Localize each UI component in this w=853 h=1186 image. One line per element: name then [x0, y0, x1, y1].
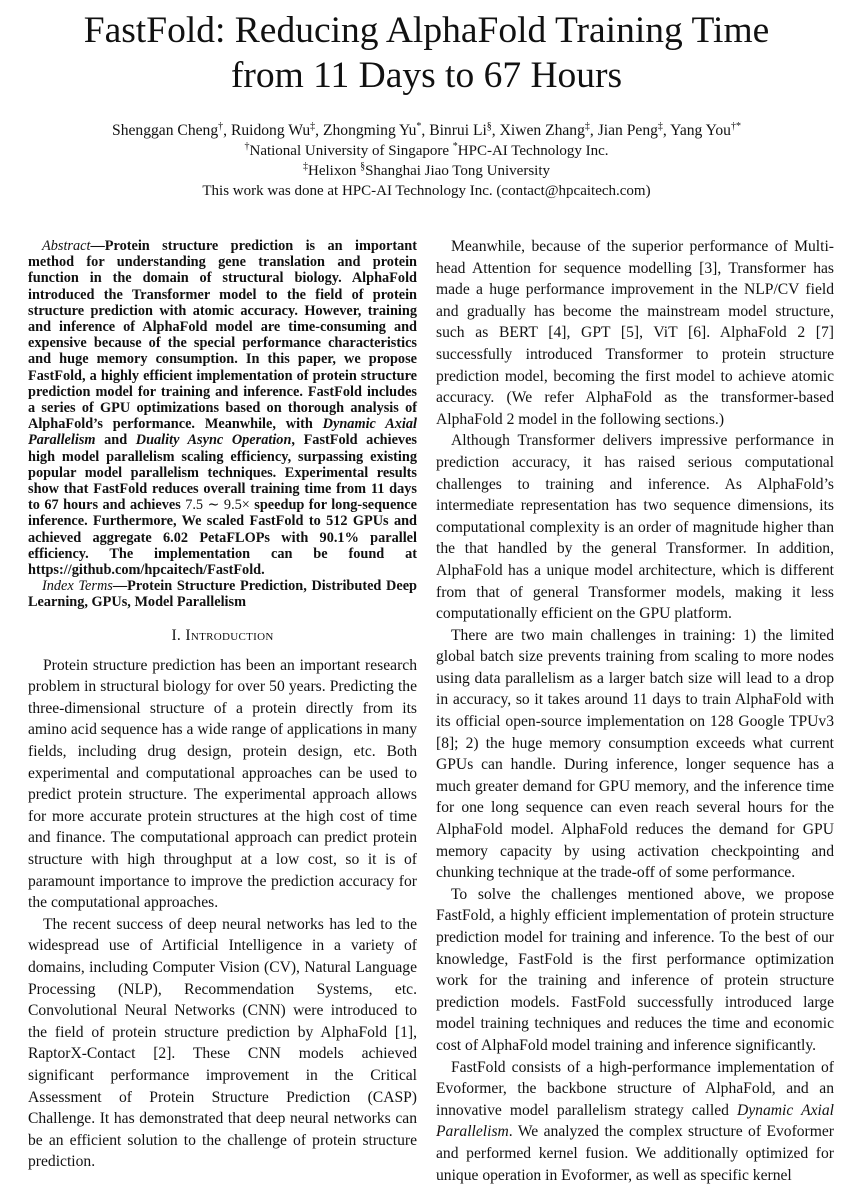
- author: Yang You†*: [670, 121, 741, 139]
- index-terms: Index Terms—Protein Structure Prediction, Distributed Deep Learning, GPUs, Model Parallelism: [28, 578, 417, 611]
- paragraph: There are two main challenges in training: 1) the limited global batch size prevents training from scaling to more nodes using data parallelism as a larger batch size will lead to a drop in accuracy, so it takes around 11 days to train AlphaFold with its official open-source implementation on 128 Google TPUv3 [8]; 2) the huge memory consumption exceeds what current GPUs can handle. During inference, longer sequence has a much greater demand for GPU memory, and the inference time for one long sequence can even reach several hours for the AlphaFold model. AlphaFold reduces the demand for GPU memory capacity by using activation checkpointing and chunking technique at the trade-off of some performance.: [436, 626, 834, 882]
- abstract: Abstract—Protein structure prediction is an important method for understanding gene translation and protein function in the domain of structural biology. AlphaFold introduced the Transformer model to the field of protein structure prediction with atomic accuracy. However, training and inference of AlphaFold model are time-consuming and expensive because of the special performance characteristics and huge memory consumption. In this paper, we propose FastFold, a highly efficient implementation of protein structure prediction model for training and inference. FastFold includes a series of GPU optimizations based on thorough analysis of AlphaFold’s performance. Meanwhile, with Dynamic Axial Parallelism and Duality Async Operation, FastFold achieves high model parallelism scaling efficiency, surpassing existing popular model parallelism techniques. Experimental results show that FastFold reduces overall training time from 11 days to 67 hours and achieves 7.5 ∼ 9.5× speedup for long-sequence inference. Furthermore, We scaled FastFold to 512 GPUs and achieved aggregate 6.02 PetaFLOPs with 90.1% parallel efficiency. The implementation can be found at https://github.com/hpcaitech/FastFold.: [28, 238, 417, 579]
- author: Shenggan Cheng†: [112, 121, 224, 139]
- paragraph: Protein structure prediction has been an important research problem in structural biology for over 50 years. Predicting the three-dimensional structure of a protein directly from its amino acid sequence has a wide range of applications in many fields, including drug design, protein design, etc. Both experimental and computational approaches can be used to predict protein structure. The experimental approach allows for more accurate protein structures at the high cost of time and finance. The computational approach can predict protein structure with high throughput at a low cost, so it is of paramount importance to improve the prediction accuracy for the computational approaches.: [28, 656, 417, 912]
- author: Zhongming Yu*: [322, 121, 422, 139]
- author: Ruidong Wu‡: [230, 121, 316, 139]
- author-block: [0, 120, 853, 201]
- paragraph: Although Transformer delivers impressive performance in prediction accuracy, it has raised serious computational challenges to training and inference. As AlphaFold’s intermediate representation has two sequence dimensions, its computational complexity is an order of magnitude higher than the that handled by the general Transformer. In addition, AlphaFold has a unique model architecture, which is different from that of general Transformer models, making it less computationally efficient on the GPU platform.: [436, 432, 834, 623]
- paragraph: Meanwhile, because of the superior performance of Multi-head Attention for sequence modelling [3], Transformer has made a huge performance improvement in the NLP/CV field and gradually has become the mainstream model structure, such as BERT [4], GPT [5], ViT [6]. AlphaFold 2 [7] successfully introduced Transformer to protein structure prediction model, becoming the first model to achieve atomic accuracy. (We refer AlphaFold as the transformer-based AlphaFold 2 model in the following sections.): [436, 238, 834, 428]
- title-line-2: from 11 Days to 67 Hours: [230, 55, 623, 96]
- section-heading: I. Introduction: [171, 626, 274, 644]
- paragraph: To solve the challenges mentioned above, we propose FastFold, a highly efficient implementation of protein structure prediction model for training and inference. To the best of our knowledge, FastFold is the first performance optimization work for the training and inference of protein structure prediction models. FastFold successfully introduced large model training techniques and reduces the time and economic cost of AlphaFold model training and inference significantly.: [436, 885, 834, 1054]
- author: Binrui Li§: [429, 121, 492, 139]
- author: Xiwen Zhang‡: [499, 121, 590, 139]
- author: Jian Peng‡: [597, 121, 663, 139]
- paragraph: FastFold consists of a high-performance implementation of Evoformer, the backbone structure of AlphaFold, and an innovative model parallelism strategy called Dynamic Axial Parallelism. We analyzed the complex structure of Evoformer and performed kernel fusion. We additionally optimized for unique operation in Evoformer, as well as specific kernel: [436, 1058, 834, 1184]
- left-column: [28, 238, 417, 1173]
- affiliation-note: This work was done at HPC-AI Technology Inc. (contact@hpcaitech.com): [202, 183, 651, 199]
- right-column: [436, 236, 834, 1186]
- paragraph: The recent success of deep neural networks has led to the widespread use of Artificial Intelligence in a variety of domains, including Computer Vision (CV), Natural Language Processing (NLP), Recommendation Systems, etc. Convolutional Neural Networks (CNN) were introduced to the field of protein structure prediction by AlphaFold [1], RaptorX-Contact [2]. These CNN models achieved significant performance improvement in the Critical Assessment of Protein Structure Prediction (CASP) Challenge. It has demonstrated that deep neural networks can be an efficient solution to the challenge of protein structure prediction.: [28, 915, 417, 1171]
- title-line-1: FastFold: Reducing AlphaFold Training Time: [83, 10, 770, 51]
- affiliation-line: †National University of Singapore *HPC-AI Technology Inc.: [244, 141, 609, 159]
- paper-title: [0, 8, 853, 98]
- author-list: Shenggan Cheng†, Ruidong Wu‡, Zhongming Yu*, Binrui Li§, Xiwen Zhang‡, Jian Peng‡, Yang You†*: [112, 121, 741, 139]
- affiliation-line: ‡Helixon §Shanghai Jiao Tong University: [303, 161, 550, 179]
